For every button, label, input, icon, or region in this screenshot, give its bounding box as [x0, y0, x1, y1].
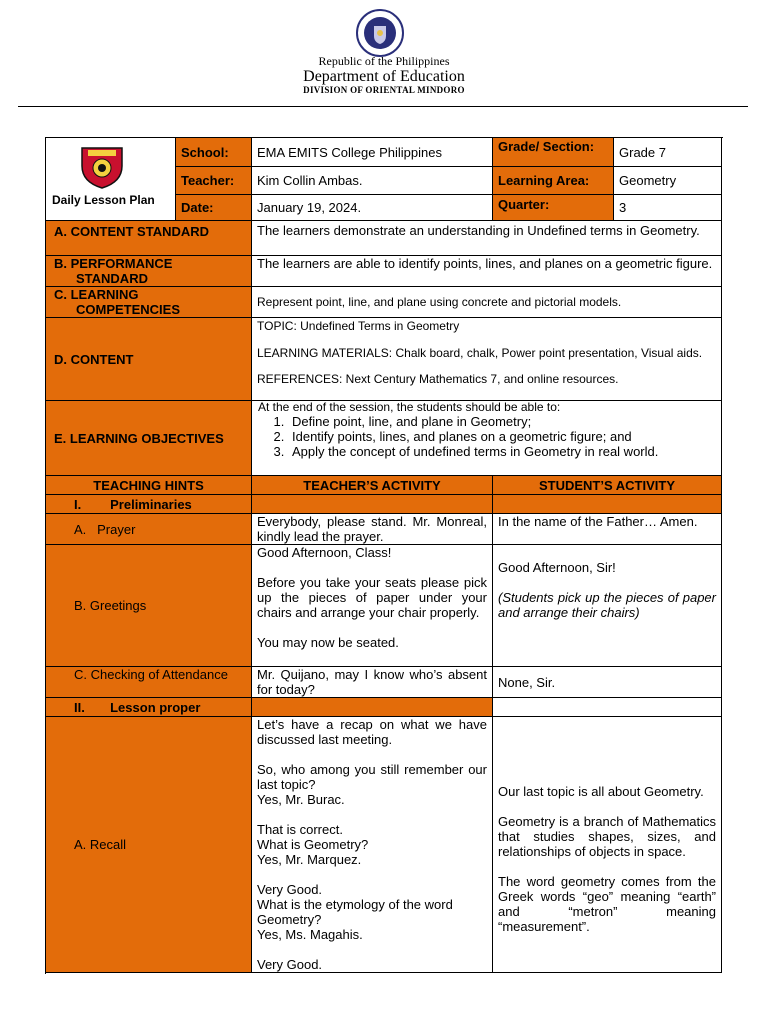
- lesson-proper-teacher-blank: [252, 698, 493, 717]
- recall-teacher-line: Yes, Ms. Magahis.: [257, 927, 363, 942]
- preliminaries-student-blank: [493, 495, 722, 514]
- quarter-value: 3: [614, 195, 722, 221]
- greetings-teacher-cell: [252, 545, 493, 667]
- recall-student-line: The word geometry comes from the Greek words “geo” meaning “earth” and “metron” meaning “measurement”.: [498, 874, 716, 934]
- learning-objectives-label: [46, 401, 252, 476]
- content-materials: LEARNING MATERIALS: Chalk board, chalk, Power point presentation, Visual aids.: [257, 346, 703, 360]
- grade-label: Grade/ Section:: [493, 138, 614, 167]
- learning-objectives-label-text: E. LEARNING OBJECTIVES: [54, 430, 224, 446]
- school-value: EMA EMITS College Philippines: [252, 138, 493, 167]
- objective-item: 3. Apply the concept of undefined terms in Geometry in real world.: [288, 444, 716, 459]
- school-logo-icon: [78, 144, 126, 190]
- learning-area-value: Geometry: [614, 167, 722, 195]
- content-standard-label: A. CONTENT STANDARD: [46, 221, 252, 256]
- logo-cell: [46, 138, 176, 221]
- prayer-label: A. Prayer: [46, 514, 252, 545]
- teachers-activity-header: TEACHER’S ACTIVITY: [252, 476, 493, 495]
- preliminaries-heading: I. Preliminaries: [46, 495, 252, 514]
- quarter-label: Quarter:: [493, 195, 614, 221]
- greetings-teacher-line1: Good Afternoon, Class!: [257, 545, 392, 560]
- attendance-student-text: None, Sir.: [493, 667, 722, 698]
- recall-student-cell: [493, 717, 722, 973]
- recall-teacher-line: Very Good.: [257, 882, 323, 897]
- content-topic: TOPIC: Undefined Terms in Geometry: [257, 319, 460, 333]
- recall-teacher-line: What is the etymology of the word Geometry?: [257, 897, 453, 927]
- attendance-label: C. Checking of Attendance: [46, 667, 252, 698]
- recall-teacher-line: Yes, Mr. Burac.: [257, 792, 345, 807]
- objective-item: 1. Define point, line, and plane in Geometry;: [288, 414, 716, 429]
- content-references: REFERENCES: Next Century Mathematics 7, and online resources.: [257, 372, 619, 386]
- objectives-intro: At the end of the session, the students should be able to:: [258, 401, 561, 414]
- attendance-teacher-text: Mr. Quijano, may I know who’s absent for today?: [252, 667, 493, 698]
- objective-item: 2. Identify points, lines, and planes on a geometric figure; and: [288, 429, 716, 444]
- greetings-student-line2: (Students pick up the pieces of paper and arrange their chairs): [498, 590, 716, 620]
- date-value: January 19, 2024.: [252, 195, 493, 221]
- prayer-student-text: In the name of the Father… Amen.: [493, 514, 722, 545]
- lesson-proper-student-blank: [493, 698, 722, 717]
- learning-area-label: Learning Area:: [493, 167, 614, 195]
- preliminaries-teacher-blank: [252, 495, 493, 514]
- recall-label: A. Recall: [46, 717, 252, 973]
- prayer-teacher-text: Everybody, please stand. Mr. Monreal, kindly lead the prayer.: [252, 514, 493, 545]
- greetings-teacher-line3: You may now be seated.: [257, 635, 399, 650]
- content-standard-text: The learners demonstrate an understanding in Undefined terms in Geometry.: [252, 221, 722, 256]
- performance-standard-text: The learners are able to identify points, lines, and planes on a geometric figure.: [252, 256, 722, 287]
- recall-student-line: Our last topic is all about Geometry.: [498, 784, 704, 799]
- teacher-label: Teacher:: [176, 167, 252, 195]
- deped-seal-icon: [355, 8, 405, 58]
- recall-teacher-line: That is correct.: [257, 822, 343, 837]
- department-text: Department of Education: [303, 68, 465, 85]
- learning-competencies-text: Represent point, line, and plane using concrete and pictorial models.: [252, 287, 722, 318]
- recall-teacher-line: Let’s have a recap on what we have discussed last meeting.: [257, 717, 487, 747]
- greetings-label: B. Greetings: [46, 545, 252, 667]
- republic-text: Republic of the Philippines: [318, 54, 450, 68]
- greetings-student-cell: [493, 545, 722, 667]
- content-label: D. CONTENT: [46, 318, 252, 401]
- teaching-hints-header: TEACHING HINTS: [46, 476, 252, 495]
- recall-teacher-line: So, who among you still remember our last topic?: [257, 762, 487, 792]
- lesson-proper-heading: II. Lesson proper: [46, 698, 252, 717]
- objectives-list: [258, 414, 716, 459]
- recall-teacher-cell: [252, 717, 493, 973]
- date-label: Date:: [176, 195, 252, 221]
- division-text: DIVISION OF ORIENTAL MINDORO: [303, 85, 465, 95]
- recall-teacher-line: What is Geometry?: [257, 837, 369, 852]
- teacher-value: Kim Collin Ambas.: [252, 167, 493, 195]
- recall-teacher-line: Yes, Mr. Marquez.: [257, 852, 362, 867]
- content-cell: [252, 318, 722, 401]
- header-rule: [18, 106, 748, 107]
- recall-student-line: Geometry is a branch of Mathematics that studies shapes, sizes, and relationships of objects in space.: [498, 814, 716, 859]
- performance-standard-label: B. PERFORMANCE STANDARD: [46, 256, 252, 287]
- learning-competencies-label: C. LEARNING COMPETENCIES: [46, 287, 252, 318]
- daily-lesson-plan-label: Daily Lesson Plan: [52, 193, 155, 207]
- school-label: School:: [176, 138, 252, 167]
- students-activity-header: STUDENT’S ACTIVITY: [493, 476, 722, 495]
- grade-value: Grade 7: [614, 138, 722, 167]
- learning-objectives-cell: [252, 401, 722, 476]
- greetings-student-line1: Good Afternoon, Sir!: [498, 560, 616, 575]
- recall-teacher-line: Very Good.: [257, 957, 323, 972]
- greetings-teacher-line2: Before you take your seats please pick up the pieces of paper under your chairs and arrange your chair properly.: [257, 575, 487, 620]
